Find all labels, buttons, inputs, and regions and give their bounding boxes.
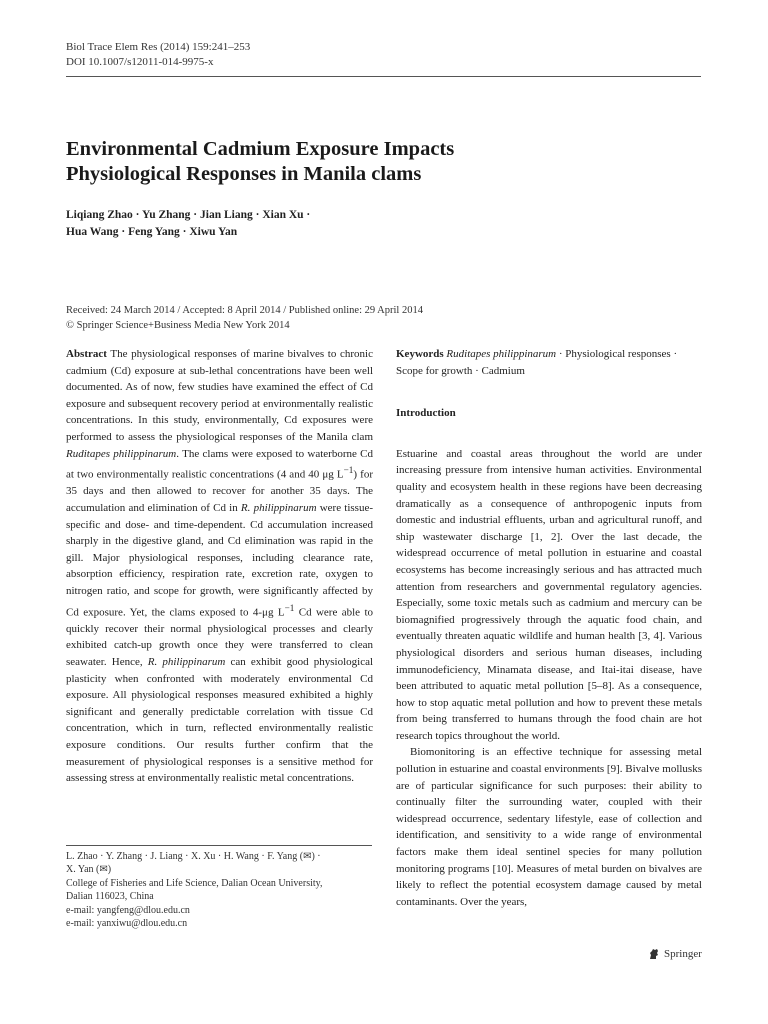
abstract-text-3: ) for 35 days and then allowed to recover for another 35 days. The accumulation and elimination of Cd in: [66, 468, 373, 514]
keywords-label: Keywords: [396, 348, 444, 360]
journal-header: [66, 40, 250, 70]
abstract-text-4: were tissue-specific and dose- and time-dependent. Cd accumulation increased sharply in the digestive gland, and Cd elimination was rapid in the gill. Major physiological responses, including clearance rate, absorption efficiency, respiration rate, excretion rate, oxygen to nitrogen ratio, and scope for growth, were significantly affected by Cd exposure. Yet, the clams exposed to 4-μg L: [66, 502, 373, 619]
species-name: R. philippinarum: [147, 656, 226, 668]
intro-paragraph-2: Biomonitoring is an effective technique for assessing metal pollution in estuarine and coastal environments [9]. Bivalve mollusks are of particular significance for such purposes: their ability to continually filter the surrounding water, coupled with their widespread occurrence, sedentary lifestyle, ease of collection and identification, and sensitivity to a wide range of environmental factors make them ideal sentinel species for many pollution monitoring programs [10]. Measures of metal burden on bivalves are likely to reflect the potential ecosystem damage caused by metal contaminants. Over the years,: [396, 746, 702, 908]
author-line-1: Liqiang Zhao · Yu Zhang · Jian Liang · Xian Xu ·: [66, 209, 311, 221]
publisher-name: Springer: [664, 948, 702, 960]
affiliation-footnote: [66, 850, 372, 930]
footnote-rule: [66, 845, 372, 846]
email-yan[interactable]: e-mail: yanxiwu@dlou.edu.cn: [66, 918, 188, 930]
dates-line: Received: 24 March 2014 / Accepted: 8 April 2014 / Published online: 29 April 2014: [66, 305, 423, 316]
superscript: −1: [284, 602, 295, 613]
paper-title: [66, 137, 626, 187]
copyright-line: © Springer Science+Business Media New York 2014: [66, 320, 290, 331]
introduction-heading: Introduction: [396, 407, 456, 420]
publisher-mark: [648, 948, 702, 960]
institution-line-1: College of Fisheries and Life Science, Dalian Ocean University,: [66, 877, 323, 889]
abstract: [66, 346, 373, 787]
abstract-column: [66, 346, 373, 787]
author-list: [66, 207, 310, 241]
superscript: −1: [343, 465, 354, 476]
author-line-2: Hua Wang · Feng Yang · Xiwu Yan: [66, 226, 238, 238]
keywords: [396, 346, 702, 379]
species-name: Ruditapes philippinarum: [66, 447, 177, 460]
header-rule: [66, 76, 701, 77]
publication-info: [66, 303, 423, 333]
keyword-species: Ruditapes philippinarum: [446, 348, 557, 360]
abstract-text-1: The physiological responses of marine bivalves to chronic cadmium (Cd) exposure at sub-lethal concentrations have been well documented. As of now, few studies have examined the effect of Cd exposure and subsequent recovery period at environmentally realistic concentrations. In this study, environmentally, Cd exposures were performed to assess the physiological responses of the Manila clam: [66, 348, 373, 443]
abstract-text-6: can exhibit good physiological plasticity when confronted with moderately environmental Cd exposure. All physiological responses measured exhibited a highly significant and generally predictable correlation with tissue Cd concentration, which in turn, reflected environmentally realistic exposure conditions. Our results further confirm that the measurement of physiological responses is a sensitive method for assessing stress at environmentally realistic metal concentrations.: [66, 656, 374, 785]
abstract-text-2: . The clams were exposed to waterborne Cd at two environmentally realistic concentrations (4 and 40 μg L: [66, 447, 374, 481]
abstract-label: Abstract: [66, 348, 107, 360]
title-line-2: Physiological Responses in Manila clams: [66, 163, 422, 185]
springer-horse-icon: [648, 948, 660, 960]
keywords-rest: · Physiological responses · Scope for growth · Cadmium: [396, 348, 678, 377]
species-name: R. philippinarum: [240, 502, 317, 514]
affiliation-authors: L. Zhao · Y. Zhang · J. Liang · X. Xu · H. Wang · F. Yang (✉) ·: [66, 851, 321, 862]
abstract-text-5: Cd were able to quickly recover their normal physiological processes and clearly exhibited catch-up growth once they were transferred to clean seawater. Hence,: [66, 606, 374, 668]
right-column: [396, 346, 702, 910]
doi[interactable]: DOI 10.1007/s12011-014-9975-x: [66, 56, 214, 68]
title-line-1: Environmental Cadmium Exposure Impacts: [66, 138, 455, 160]
affiliation-authors-2: X. Yan (✉): [66, 864, 112, 876]
institution-line-2: Dalian 116023, China: [66, 891, 154, 903]
intro-paragraph-1: Estuarine and coastal areas throughout the world are under increasing pressure from intensive human activities. Environmental quality and ecosystem health in these regions have been decreasing dramatically as a consequence of anthropogenic inputs from domestic and industrial effluents, urban and agricultural runoff, and ship wastewater discharge [1, 2]. Over the last decade, the widespread occurrence of metal pollution in estuarine and coastal ecosystems has become increasingly serious and has attracted much attention from researchers and governmental regulatory agencies. Especially, some toxic metals such as cadmium and mercury can be biomagnified progressively through the aquatic food chain, and eventually threaten aquatic wildlife and human health [3, 4]. Various physiological disorders and serious human diseases, including immunodeficiency, Minamata disease, and Itai-itai disease, have been attributed to aquatic metal pollution [5–8]. As a consequence, how to stop aquatic metal pollution and how to prevent these metals from being transferred to humans through the food chain are hot research topics throughout the world.: [396, 447, 702, 742]
journal-citation: Biol Trace Elem Res (2014) 159:241–253: [66, 41, 251, 53]
email-yang[interactable]: e-mail: yangfeng@dlou.edu.cn: [66, 904, 190, 916]
